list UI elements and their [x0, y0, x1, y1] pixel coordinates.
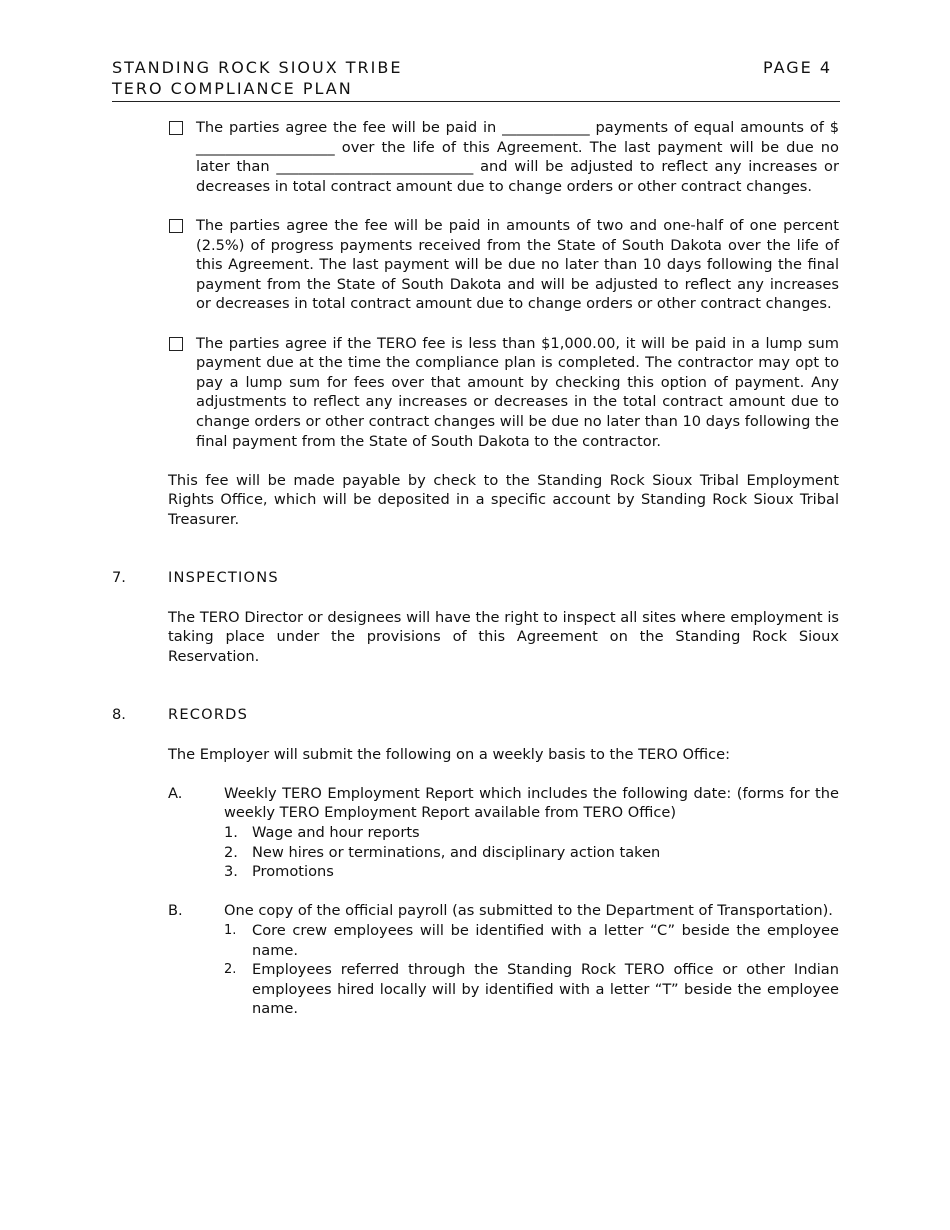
document-body — [112, 118, 839, 1039]
header-org: STANDING ROCK SIOUX TRIBE — [112, 58, 403, 77]
payment-option — [112, 334, 839, 452]
payment-option — [112, 118, 839, 196]
item-letter: A. — [168, 784, 183, 802]
header-doc-title: TERO COMPLIANCE PLAN — [112, 79, 353, 98]
payment-option-text: The parties agree the fee will be paid in amounts of two and one-half of one percent (2.5%) of progress payments received from the State of South Dakota over the life of this Agreement. The last payment will be due no later than 10 days following the final payment from the State of South Dakota and will be adjusted to reflect any increases or decreases in total contract amount due to change orders or other contract changes. — [196, 216, 839, 313]
item-b-text: One copy of the official payroll (as submitted to the Department of Transportation). — [224, 902, 833, 920]
page-header — [112, 57, 840, 102]
fee-note: This fee will be made payable by check to the Standing Rock Sioux Tribal Employment Rights Office, which will be deposited in a specific account by Standing Rock Sioux Tribal Treasurer. — [168, 471, 839, 528]
list-item: 2. Employees referred through the Standing Rock TERO office or other Indian employees hired locally will by identified with a letter “T” beside the employee name. — [224, 961, 839, 1018]
section-heading-inspections — [112, 568, 839, 588]
payment-option-text: The parties agree if the TERO fee is less than $1,000.00, it will be paid in a lump sum payment due at the time the compliance plan is completed. The contractor may opt to pay a lump sum for fees over that amount by checking this option of payment. Any adjustments to reflect any increases or decreases in the total contract amount due to change orders or other contract changes will be due no later than 10 days following the final payment from the State of South Dakota to the contractor. — [196, 334, 839, 450]
payment-option-text: The parties agree the fee will be paid in ____________ payments of equal amounts of $ ___________________ over the life of this Agreement. The last payment will be due no later than ___________________________ and will be adjusted to reflect any increases or decreases in total contract amount due to change orders or other contract changes. — [196, 119, 839, 195]
payment-option-checkbox[interactable] — [169, 121, 183, 135]
section-number: 8. — [112, 706, 126, 724]
page-number: PAGE 4 — [762, 58, 832, 77]
list-item: 3. Promotions — [224, 863, 334, 881]
payment-option-checkbox[interactable] — [169, 219, 183, 233]
item-letter: B. — [168, 902, 183, 920]
payment-option — [112, 216, 839, 314]
section-title: INSPECTIONS — [168, 569, 279, 587]
inspections-text: The TERO Director or designees will have the right to inspect all sites where employment is taking place under the provisions of this Agreement on the Standing Rock Sioux Reservation. — [168, 608, 839, 665]
list-item: 1. Core crew employees will be identified with a letter “C” beside the employee name. — [224, 921, 839, 959]
records-intro: The Employer will submit the following on a weekly basis to the TERO Office: — [168, 745, 731, 763]
list-item: 1. Wage and hour reports — [224, 824, 420, 841]
section-heading-records — [112, 705, 839, 725]
records-item-b — [112, 901, 839, 1019]
records-item-a — [112, 784, 839, 882]
item-a-text: Weekly TERO Employment Report which includes the following date: (forms for the weekly TERO Employment Report available from TERO Office) — [224, 784, 839, 822]
section-number: 7. — [112, 569, 126, 587]
section-title: RECORDS — [168, 706, 249, 724]
payment-option-checkbox[interactable] — [169, 337, 183, 351]
list-item: 2. New hires or terminations, and disciplinary action taken — [224, 843, 661, 861]
